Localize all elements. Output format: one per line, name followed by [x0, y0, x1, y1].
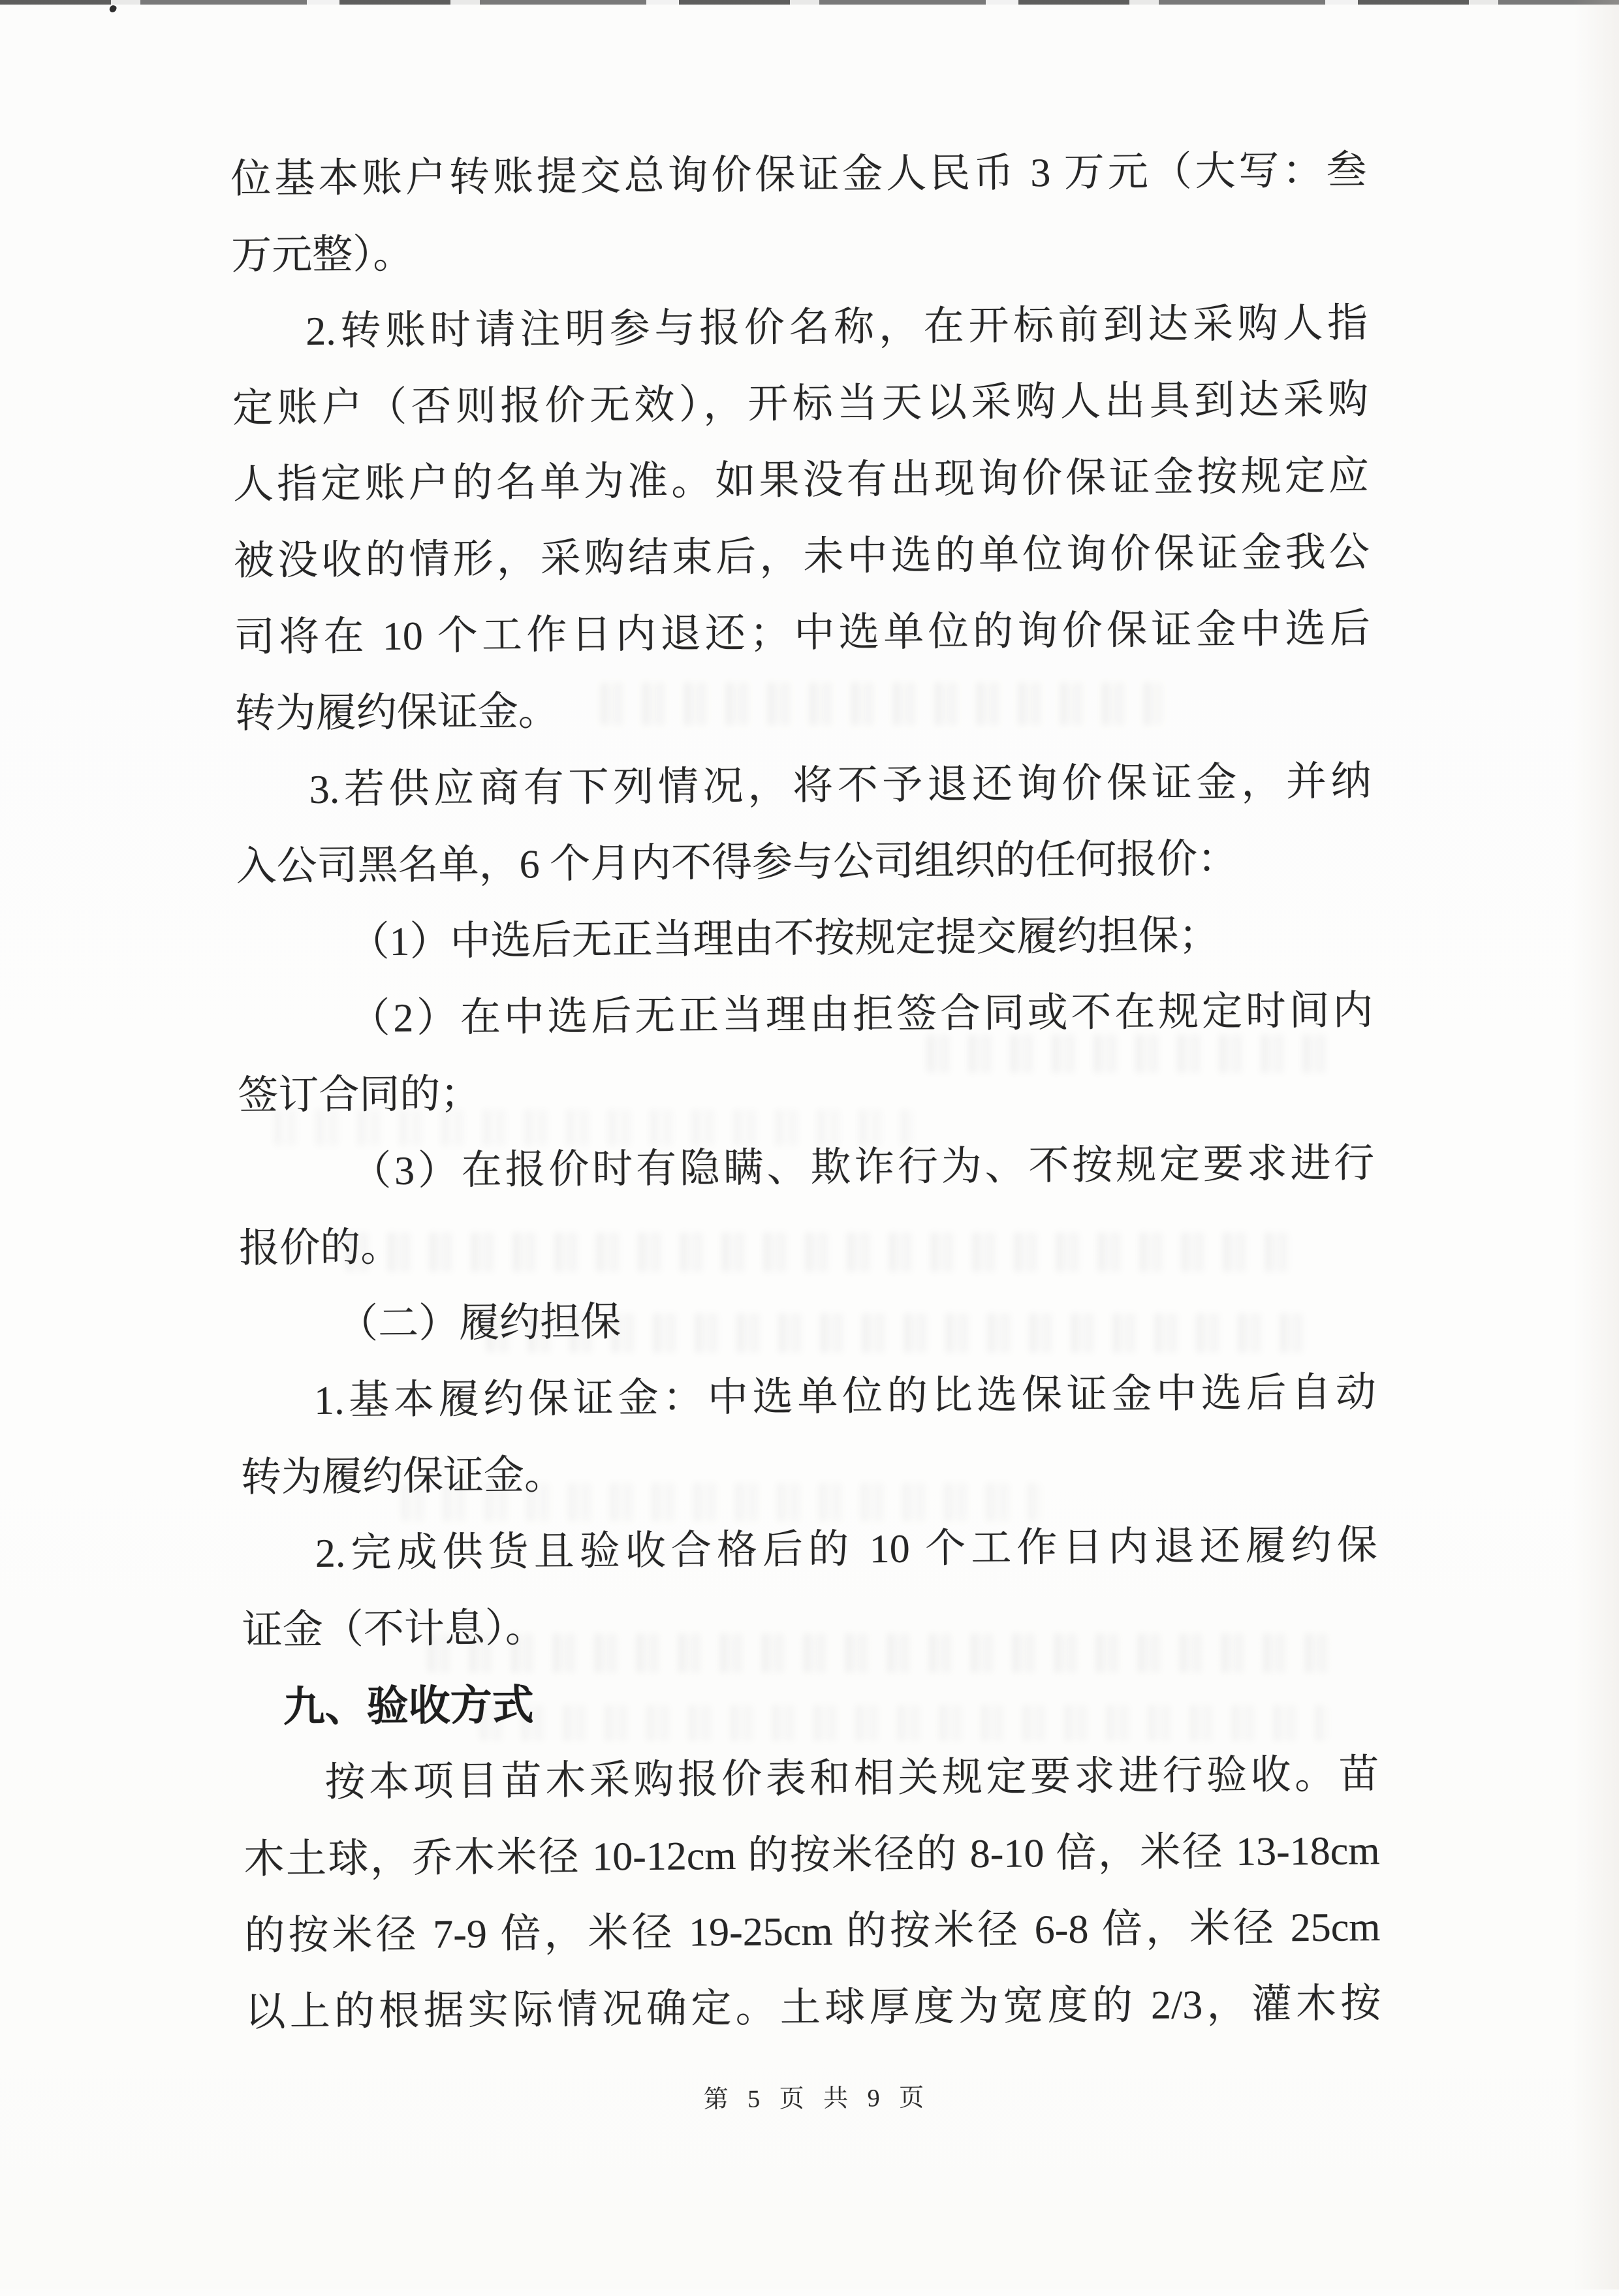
- text-line: 转为履约保证金。: [240, 1453, 565, 1500]
- text-line: 3.若供应商有下列情况，将不予退还询价保证金，并纳: [309, 759, 1372, 813]
- text-line: 1.基本履约保证金：中选单位的比选保证金中选后自动: [313, 1370, 1377, 1423]
- text-line: 万元整）。: [231, 232, 414, 278]
- text-line: 的按米径 7-9 倍，米径 19-25cm 的按米径 6-8 倍，米径 25cm: [244, 1905, 1381, 1958]
- text-line: （二）履约担保: [337, 1300, 621, 1347]
- text-line: 位基本账户转账提交总询价保证金人民币 3 万元（大写：叁: [230, 148, 1367, 202]
- text-line: （3）在报价时有隐瞒、欺诈行为、不按规定要求进行: [351, 1141, 1375, 1194]
- text-lines: [230, 133, 1381, 2051]
- text-line: 2.转账时请注明参与报价名称，在开标前到达采购人指: [305, 301, 1368, 354]
- document-body: [230, 133, 1381, 2051]
- text-line: （1）中选后无正当理由不按规定提交履约担保；: [349, 913, 1219, 965]
- text-line: 木土球，乔木米径 10-12cm 的按米径的 8-10 倍，米径 13-18cm: [244, 1829, 1380, 1882]
- text-line: 人指定账户的名单为准。如果没有出现询价保证金按规定应: [232, 454, 1370, 507]
- text-line: 司将在 10 个工作日内退还；中选单位的询价保证金中选后: [234, 606, 1371, 660]
- text-line: 转为履约保证金。: [234, 689, 559, 736]
- text-line: 以上的根据实际情况确定。土球厚度为宽度的 2/3，灌木按: [245, 1981, 1381, 2035]
- section-heading: 九、验收方式: [283, 1681, 535, 1731]
- text-line: （2）在中选后无正当理由拒签合同或不在规定时间内: [349, 988, 1374, 1041]
- text-line: 按本项目苗木采购报价表和相关规定要求进行验收。苗: [324, 1752, 1379, 1805]
- text-line: 入公司黑名单，6 个月内不得参与公司组织的任何报价：: [236, 836, 1238, 889]
- text-line: 定账户（否则报价无效），开标当天以采购人出具到达采购: [232, 377, 1369, 431]
- text-line: 2.完成供货且验收合格后的 10 个工作日内退还履约保: [315, 1523, 1378, 1576]
- text-line: 报价的。: [238, 1225, 401, 1271]
- text-line: 被没收的情形，采购结束后，未中选的单位询价保证金我公: [233, 530, 1370, 584]
- text-line: 签订合同的；: [238, 1071, 481, 1118]
- page-footer: 第 5 页 共 9 页: [703, 2084, 931, 2114]
- text-line: 证金（不计息）。: [242, 1606, 546, 1653]
